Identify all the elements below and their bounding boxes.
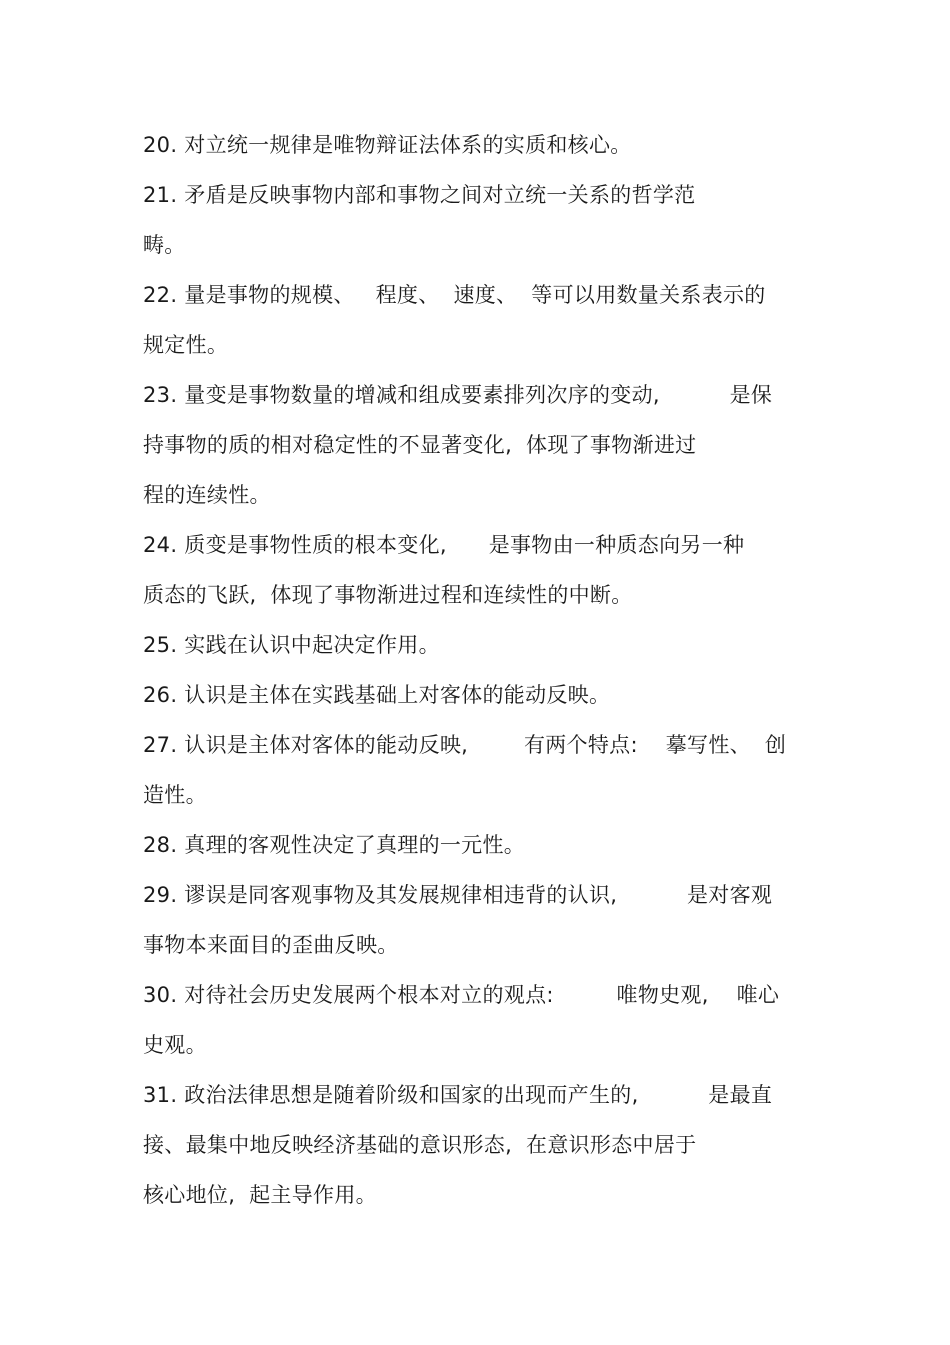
- text-line-29-cont: 事物本来面目的歪曲反映。: [143, 933, 399, 957]
- text-line-29: 29. 谬误是同客观事物及其发展规律相违背的认识, 是对客观: [143, 883, 773, 907]
- text-line-28: 28. 真理的客观性决定了真理的一元性。: [143, 833, 526, 857]
- text-line-31: 31. 政治法律思想是随着阶级和国家的出现而产生的, 是最直: [143, 1083, 773, 1107]
- text-line-23: 23. 量变是事物数量的增减和组成要素排列次序的变动, 是保: [143, 383, 773, 407]
- text-line-31-cont-2: 核心地位, 起主导作用。: [143, 1183, 377, 1207]
- text-line-20: 20. 对立统一规律是唯物辩证法体系的实质和核心。: [143, 133, 632, 157]
- text-line-23-cont-2: 程的连续性。: [143, 483, 271, 507]
- text-line-31-cont: 接、最集中地反映经济基础的意识形态, 在意识形态中居于: [143, 1133, 697, 1157]
- text-line-30: 30. 对待社会历史发展两个根本对立的观点: 唯物史观, 唯心: [143, 983, 780, 1007]
- text-line-21-cont: 畴。: [143, 233, 186, 257]
- text-line-23-cont: 持事物的质的相对稳定性的不显著变化, 体现了事物渐进过: [143, 433, 697, 457]
- text-line-26: 26. 认识是主体在实践基础上对客体的能动反映。: [143, 683, 611, 707]
- text-line-22-cont: 规定性。: [143, 333, 229, 357]
- text-line-25: 25. 实践在认识中起决定作用。: [143, 633, 440, 657]
- text-line-22: 22. 量是事物的规模、 程度、 速度、 等可以用数量关系表示的: [143, 283, 766, 307]
- text-line-24: 24. 质变是事物性质的根本变化, 是事物由一种质态向另一种: [143, 533, 745, 557]
- text-line-24-cont: 质态的飞跃, 体现了事物渐进过程和连续性的中断。: [143, 583, 633, 607]
- text-line-30-cont: 史观。: [143, 1033, 207, 1057]
- text-line-27-cont: 造性。: [143, 783, 207, 807]
- text-line-21: 21. 矛盾是反映事物内部和事物之间对立统一关系的哲学范: [143, 183, 696, 207]
- text-line-27: 27. 认识是主体对客体的能动反映, 有两个特点: 摹写性、 创: [143, 733, 787, 757]
